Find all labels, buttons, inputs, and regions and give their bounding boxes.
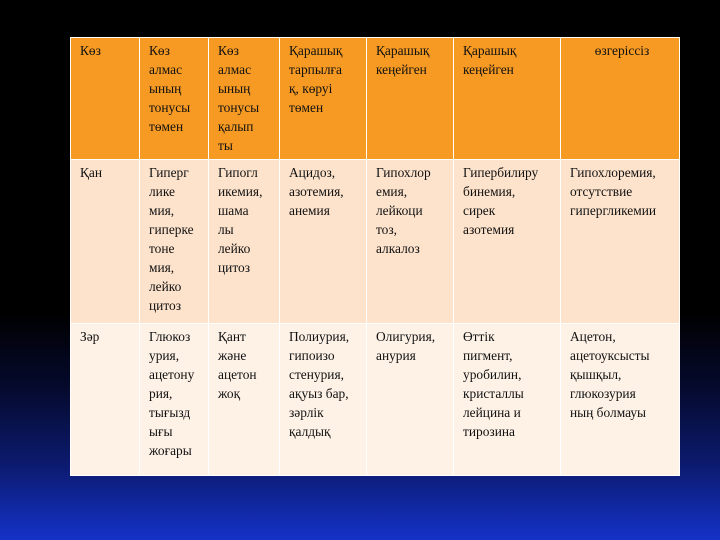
header-cell: Көз алмас ының тонусы төмен: [140, 38, 209, 160]
table-row-blood: [71, 160, 680, 324]
table-cell: Гипербилиру бинемия, сирек азотемия: [454, 160, 561, 324]
header-cell: Көз алмас ының тонусы қалып ты: [209, 38, 280, 160]
table-cell: Гипохлоремия, отсутствие гипергликемии: [561, 160, 680, 324]
table-header-row: [71, 38, 680, 160]
header-cell: Қарашық тарпылға қ, көруі төмен: [280, 38, 367, 160]
header-cell: Қарашық кеңейген: [367, 38, 454, 160]
symptom-table: [70, 37, 680, 476]
table-cell: Ацетон, ацетоуксысты қышқыл, глюкозурия ның болмауы: [561, 324, 680, 476]
table-row-urine: [71, 324, 680, 476]
table-cell: Ацидоз, азотемия, анемия: [280, 160, 367, 324]
header-cell: Қарашық кеңейген: [454, 38, 561, 160]
table-cell: Гипохлор емия, лейкоци тоз, алкалоз: [367, 160, 454, 324]
table-cell: Олигурия, анурия: [367, 324, 454, 476]
row-label-cell: Зәр: [71, 324, 140, 476]
table-cell: Полиурия, гипоизо стенурия, ақуыз бар, зәрлік қалдық: [280, 324, 367, 476]
table-cell: Глюкоз урия, ацетону рия, тығызд ығы жоғары: [140, 324, 209, 476]
header-cell: Көз: [71, 38, 140, 160]
table-cell: Қант және ацетон жоқ: [209, 324, 280, 476]
table-cell: Гипогл икемия, шама лы лейко цитоз: [209, 160, 280, 324]
table-cell: Гиперг лике мия, гиперке тоне мия, лейко цитоз: [140, 160, 209, 324]
row-label-cell: Қан: [71, 160, 140, 324]
table-cell: Өттік пигмент, уробилин, кристаллы лейцина и тирозина: [454, 324, 561, 476]
header-cell: өзгеріссіз: [561, 38, 680, 160]
